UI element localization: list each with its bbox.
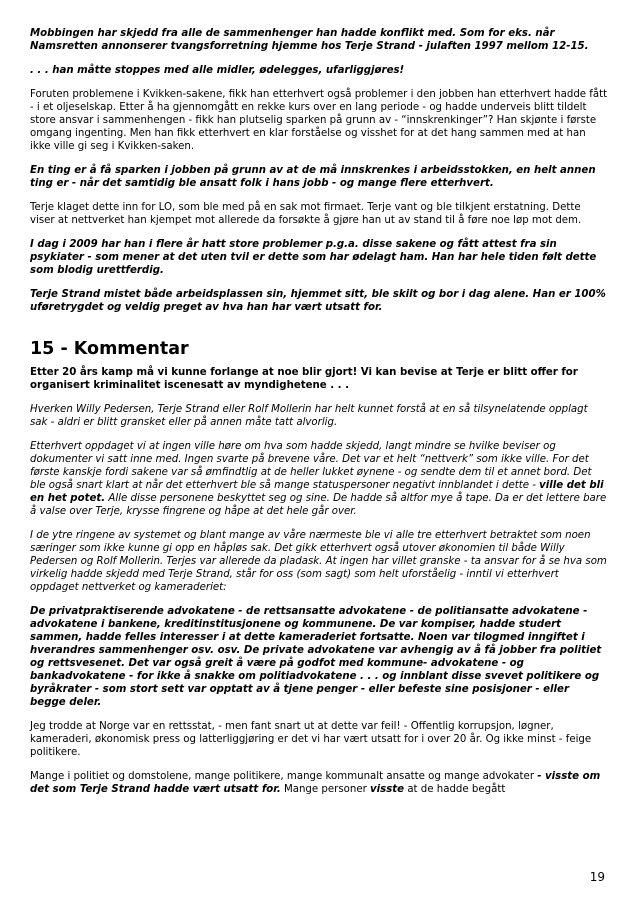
lead-paragraph: Etter 20 års kamp må vi kunne forlange at noe blir gjort! Vi kan bevise at Terje er blitt offer for organisert kriminalitet iscenesatt av myndighetene . . . [30,367,578,391]
emphasis-run: visste [370,784,405,795]
last-paragraph [30,770,608,796]
paragraph-lo: Terje klaget dette inn for LO, som ble med på en sak mot firmaet. Terje vant og ble tilkjent erstatning. Dette viser at nettverket han kjempet mot allerede da forsøkte å gjøre han ut av stand til å føre noe løp mot dem. [30,202,582,226]
emphasis-run: ville det bli en het potet. [30,480,604,504]
italic-paragraph-2 [30,440,608,518]
text-run: Mange i politiet og domstolene, mange politikere, mange kommunalt ansatte og mange advokater [30,771,538,782]
text-run: Mange personer [280,784,371,795]
paragraph-psykiater: I dag i 2009 har han i flere år hatt store problemer p.g.a. disse sakene og fått attest fra sin psykiater - som mener at det uten tvil er dette som har ødelagt ham. Han har hele tiden følt dette som blodig urettferdig. [30,239,597,276]
document-page [30,27,608,807]
section-heading: 15 - Kommentar [30,339,189,359]
paragraph-stoppes: . . . han måtte stoppes med alle midler, ødelegges, ufarliggjøres! [30,65,405,76]
paragraph-oljeselskap: Foruten problemene i Kvikken-sakene, fikk han etterhvert også problemer i den jobben han etterhvert hadde fått - i et oljeselskap. Etter å ha gjennomgått en rekke kurs over en lang periode - og hadde underveis blitt tildelt store ansvar i sammenhengen - fikk han plutselig sparken på grunn av - “innskrenkinger”? Han skjønte i første omgang ingenting. Men han fikk etterhvert en klar forståelse og visshet for at det hang sammen med at han ikke ville gi seg i Kvikken-saken. [30,89,608,152]
page-number: 19 [589,870,605,884]
text-run: Alle disse personene beskyttet seg og sine. De hadde så altfor mye å tape. Da er det lettere bare å valse over Terje, krysse fingrene og håpe at det hele går over. [30,493,607,517]
network-paragraph: De privatpraktiserende advokatene - de rettsansatte advokatene - de politiansatte advokatene - advokatene i bankene, kreditinstitusjonene og kommunene. De var kompiser, hadde studert sammen, hadde felles interesser i at dette kameraderiet fortsatte. Noen var tilogmed inngiftet i hverandres sammenhenger osv. osv. De private advokatene var avhengig av å få jobber fra politiet og rettsvesenet. Det var også greit å være på godfot med kommune- advokatene - og bankadvokatene - for ikke å snakke om politiadvokatene . . . og innblant disse svevet politikere og byråkrater - som stort sett var opptatt av å tjene penger - eller befeste sine posisjoner - eller begge deler. [30,606,602,708]
plain-paragraph-1: Jeg trodde at Norge var en rettsstat, - men fant snart ut at dette var feil! - Offentlig korrupsjon, løgner, kameraderi, økonomisk press og latterliggjøring er det vi har vært utsatt for i over 20 år. Og ikke minst - feige politikere. [30,721,592,758]
emphasis-run: - visste om det som Terje Strand hadde vært utsatt for. [30,771,601,795]
paragraph-sparken: En ting er å få sparken i jobben på grunn av at de må innskrenkes i arbeidsstokken, en helt annen ting er - når det samtidig ble ansatt folk i hans jobb - og mange flere etterhvert. [30,165,596,189]
paragraph-mistet: Terje Strand mistet både arbeidsplassen sin, hjemmet sitt, ble skilt og bor i dag alene. Han er 100% uføretrygdet og veldig preget av hva han har vært utsatt for. [30,289,606,313]
paragraph-mobbing: Mobbingen har skjedd fra alle de sammenhenger han hadde konflikt med. Som for eks. når Namsretten annonserer tvangsforretning hjemme hos Terje Strand - julaften 1997 mellom 12-15. [30,28,589,52]
italic-paragraph-3: I de ytre ringene av systemet og blant mange av våre nærmeste ble vi alle tre etterhvert betraktet som noen særinger som ikke kunne gi opp en håpløs sak. Det gikk etterhvert også utover økonomien til både Willy Pedersen og Rolf Mollerin. Terjes var allerede da pladask. At ingen har villet granske - ta ansvar for å se hva som virkelig hadde skjedd med Terje Strand, står for oss (som sagt) som helt uforståelig - inntil vi etterhvert oppdaget nettverket og kameraderiet: [30,530,607,593]
text-run: Etterhvert oppdaget vi at ingen ville høre om hva som hadde skjedd, langt mindre se hvilke beviser og dokumenter vi satt inne med. Ingen svarte på brevene våre. Det var et helt “nettverk” som ikke ville. For det første kanskje fordi sakene var så ømfindtlig at de heller lukket øynene - og sendte dem til et annet bord. Det ble også snart klart at når det etterhvert ble så mange statuspersoner negativt innblandet i dette - [30,441,592,491]
text-run: at de hadde begått [404,784,506,795]
italic-paragraph-1: Hverken Willy Pedersen, Terje Strand eller Rolf Mollerin har helt kunnet forstå at en så tilsynelatende opplagt sak - aldri er blitt gransket eller på annen måte tatt alvorlig. [30,404,588,428]
